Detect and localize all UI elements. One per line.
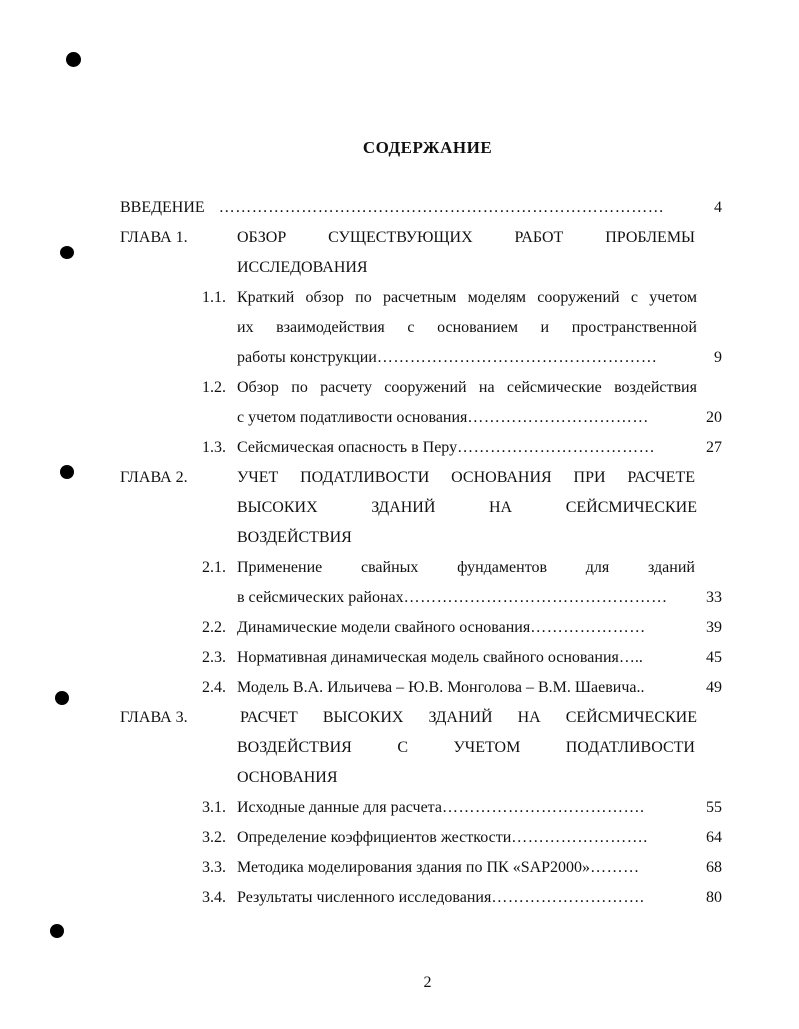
toc-entry [237,438,722,458]
chapter-label: ГЛАВА 1. [120,229,188,246]
toc-leader: …………………………… [467,409,649,426]
toc-entry [237,588,722,608]
title-word: сооружений [384,379,467,396]
title-word: с [407,319,415,336]
chapter-title [237,468,695,488]
toc-leader: ………………………………………… [403,589,668,606]
section-title [237,288,697,308]
section-title [237,378,697,398]
toc-entry [237,858,722,878]
title-word: Краткий [237,289,295,306]
punch-hole-mark [60,465,74,479]
toc-leader: ………………………. [491,889,645,906]
section-number: 2.4. [202,679,226,696]
chapter-title-cont: ОСНОВАНИЯ [237,769,338,786]
title-word: по [355,289,372,306]
title-word: РАСЧЕТЕ [627,469,695,486]
toc-leader: ……………………. [511,829,648,846]
title-word: ПРОБЛЕМЫ [605,229,695,246]
section-number: 1.3. [202,439,226,456]
section-number: 3.4. [202,889,226,906]
toc-entry [237,348,722,368]
toc-leader: .. [636,679,645,696]
toc-label: Сейсмическая опасность в Перу [237,439,458,456]
toc-entry [237,678,722,698]
toc-label: Методика моделирования здания по ПК «SAP2000» [237,859,591,876]
title-word: основанием [437,319,518,336]
toc-leader: ……… [590,859,640,876]
title-word: ОБЗОР [237,229,287,246]
page-title: СОДЕРЖАНИЕ [362,138,493,157]
chapter-label: ГЛАВА 2. [120,469,188,486]
title-word: СЕЙСМИЧЕСКИЕ [565,709,697,726]
title-word: ВЫСОКИХ [322,709,404,726]
title-word: НА [517,709,541,726]
toc-label: Результаты численного исследования [237,889,492,906]
title-word: зданий [647,559,695,576]
chapter-label: ГЛАВА 3. [120,709,188,726]
title-word: РАБОТ [514,229,564,246]
toc-page: 33 [706,589,722,606]
title-word: СУЩЕСТВУЮЩИХ [328,229,473,246]
toc-leader: ……………………………… [457,439,656,456]
title-word: УЧЕТОМ [453,739,521,756]
toc-label: Нормативная динамическая модель свайного основания [237,649,619,666]
toc-page: 55 [706,799,722,816]
title-word: ЗДАНИЙ [371,499,436,516]
section-number: 3.1. [202,799,226,816]
toc-label: в сейсмических районах [237,589,404,606]
title-word: РАСЧЕТ [240,709,298,726]
title-word: ВЫСОКИХ [237,499,318,516]
toc-leader: ………………………………. [441,799,645,816]
title-word: сооружений [537,289,620,306]
title-word: ОСНОВАНИЯ [451,469,552,486]
punch-hole-mark [55,691,69,705]
toc-page: 4 [714,199,722,216]
title-word: СЕЙСМИЧЕСКИЕ [565,499,697,516]
title-word: расчету [320,379,372,396]
toc-label: ВВЕДЕНИЕ [120,199,205,216]
toc-page: 45 [706,649,722,666]
title-word: воздействия [614,379,697,396]
section-title [237,558,695,578]
title-word: для [585,559,610,576]
section-number: 3.3. [202,859,226,876]
toc-entry [237,828,722,848]
toc-page: 80 [706,889,722,906]
section-number: 1.1. [202,289,226,306]
toc-label: Динамические модели свайного основания [237,619,531,636]
section-number: 1.2. [202,379,226,396]
toc-page: 49 [706,679,722,696]
punch-hole-mark [60,246,74,259]
toc-page: 64 [706,829,722,846]
toc-label: работы конструкции [237,349,377,366]
toc-label: с учетом податливости основания [237,409,468,426]
toc-page: 9 [714,349,722,366]
title-word: их [237,319,254,336]
chapter-title-cont [237,738,695,758]
title-word: ПОДАТЛИВОСТИ [300,469,430,486]
toc-page: 39 [706,619,722,636]
chapter-title-cont: ВОЗДЕЙСТВИЯ [237,529,352,546]
toc-leader: ………………… [530,619,646,636]
toc-entry [237,888,722,908]
toc-page: 20 [706,409,722,426]
title-word: расчетным [382,289,457,306]
toc-label: Исходные данные для расчета [237,799,442,816]
toc-entry-intro [120,198,722,218]
title-word: Обзор [237,379,279,396]
chapter-title [240,708,697,728]
toc-entry [237,618,722,638]
toc-entry [237,408,722,428]
toc-label: Определение коэффициентов жесткости [237,829,512,846]
title-word: учетом [649,289,697,306]
title-word: Применение [237,559,323,576]
section-title-cont [237,318,697,338]
title-word: взаимодействия [276,319,385,336]
title-word: ПРИ [573,469,606,486]
title-word: фундаментов [457,559,548,576]
chapter-title-cont [237,498,697,518]
page-number: 2 [423,974,432,991]
title-word: ПОДАТЛИВОСТИ [565,739,695,756]
title-word: по [291,379,308,396]
title-word: НА [489,499,513,516]
section-number: 2.2. [202,619,226,636]
toc-entry [237,648,722,668]
title-word: С [397,739,408,756]
toc-page: 27 [706,439,722,456]
toc-entry [237,798,722,818]
title-word: ЗДАНИЙ [428,709,493,726]
chapter-title-cont: ИССЛЕДОВАНИЯ [237,259,368,276]
title-word: обзор [305,289,344,306]
toc-leader: ……………………………………………………………………… [218,199,665,216]
title-word: на [478,379,495,396]
toc-label: Модель В.А. Ильичева – Ю.В. Монголова – В.М. Шаевича [237,679,637,696]
title-word: с [630,289,638,306]
title-word: сейсмические [506,379,602,396]
title-word: свайных [360,559,419,576]
title-word: моделям [467,289,527,306]
chapter-title [237,228,695,248]
toc-leader: …………………………………………… [376,349,658,366]
punch-hole-mark [66,52,81,67]
title-word: УЧЕТ [237,469,279,486]
toc-page: 68 [706,859,722,876]
section-number: 3.2. [202,829,226,846]
section-number: 2.3. [202,649,226,666]
title-word: и [540,319,550,336]
title-word: пространственной [571,319,697,336]
punch-hole-mark [50,924,64,938]
toc-leader: ….. [618,649,643,666]
section-number: 2.1. [202,559,226,576]
title-word: ВОЗДЕЙСТВИЯ [237,739,352,756]
